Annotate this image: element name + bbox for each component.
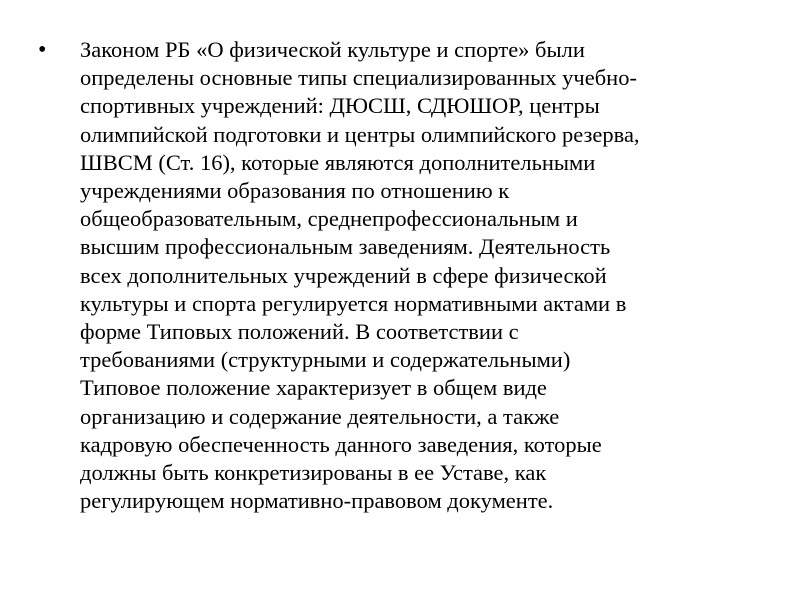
- paragraph-line: олимпийской подготовки и центры олимпийского резерва,: [80, 121, 640, 147]
- paragraph-line: определены основные типы специализированных учебно-: [80, 65, 637, 91]
- paragraph-line: должны быть конкретизированы в ее Уставе, как: [80, 460, 547, 486]
- paragraph-line: всех дополнительных учреждений в сфере физической: [80, 262, 607, 288]
- paragraph-line: Законом РБ «О физической культуре и спорте» были: [80, 37, 585, 62]
- paragraph-line: форме Типовых положений. В соответствии с: [80, 319, 519, 345]
- paragraph-line: культуры и спорта регулируется нормативными актами в: [80, 290, 627, 316]
- paragraph-line: регулирующем нормативно-правовом документе.: [80, 488, 554, 514]
- paragraph-line: требованиями (структурными и содержательными): [80, 347, 571, 373]
- paragraph-line: ШВСМ (Ст. 16), которые являются дополнительными: [80, 149, 596, 175]
- paragraph-line: учреждениями образования по отношению к: [80, 178, 510, 204]
- paragraph-line: Типовое положение характеризует в общем виде: [80, 375, 547, 401]
- bullet-marker: •: [38, 37, 47, 63]
- paragraph-line: кадровую обеспеченность данного заведения, которые: [80, 431, 602, 457]
- bullet-paragraph: [80, 36, 760, 515]
- paragraph-line: высшим профессиональным заведениям. Деятельность: [80, 234, 611, 260]
- paragraph-line: общеобразовательным, среднепрофессиональным и: [80, 206, 578, 232]
- paragraph-line: спортивных учреждений: ДЮСШ, СДЮШОР, центры: [80, 93, 600, 119]
- paragraph-line: организацию и содержание деятельности, а также: [80, 403, 560, 429]
- bullet-item: [38, 36, 768, 515]
